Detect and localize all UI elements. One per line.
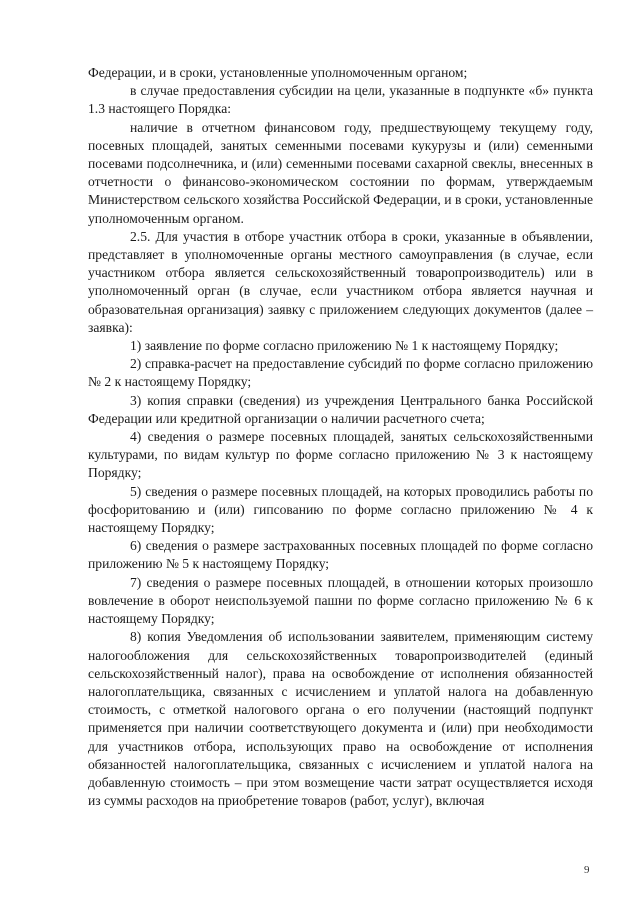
paragraph-continuation: Федерации, и в сроки, установленные уполномоченным органом;	[88, 65, 468, 80]
document-page	[88, 64, 593, 810]
list-item-3: 3) копия справки (сведения) из учреждения Центрального банка Российской Федерации или кредитной организации о наличии расчетного счета;	[88, 392, 593, 426]
paragraph-seed-crops-condition: наличие в отчетном финансовом году, предшествующему текущему году, посевных площадей, занятых семенными посевами кукурузы и (или) семенными посевами подсолнечника, и (или) семенными посевами сахарной свеклы, внесенных в отчетности о финансово-экономическом состоянии по формам, утверждаемым Министерством сельского хозяйства Российской Федерации, и в сроки, установленные уполномоченным органом.	[88, 119, 593, 226]
list-item-8: 8) копия Уведомления об использовании заявителем, применяющим систему налогообложения для сельскохозяйственных товаропроизводителей (единый сельскохозяйственный налог), права на освобождение от исполнения обязанностей налогоплательщика, связанных с исчислением и уплатой налога на добавленную стоимость, с отметкой налогового органа о его получении (настоящий подпункт применяется при наличии соответствующего документа и (или) при необходимости для участников отбора, использующих право на освобождение от исполнения обязанностей налогоплательщика, связанных с исчислением и уплатой налога на добавленную стоимость – при этом возмещение части затрат осуществляется исходя из суммы расходов на приобретение товаров (работ, услуг), включая	[88, 629, 593, 809]
page-number: 9	[584, 864, 590, 876]
list-item-7: 7) сведения о размере посевных площадей, в отношении которых произошло вовлечение в оборот неиспользуемой пашни по форме согласно приложению № 6 к настоящему Порядку;	[88, 574, 593, 627]
list-item-5: 5) сведения о размере посевных площадей, на которых проводились работы по фосфоритованию и (или) гипсованию по форме согласно приложению № 4 к настоящему Порядку;	[88, 483, 593, 536]
paragraph-subsidy-case-b: в случае предоставления субсидии на цели, указанные в подпункте «б» пункта 1.3 настоящего Порядка:	[88, 83, 593, 117]
list-item-6: 6) сведения о размере застрахованных посевных площадей по форме согласно приложению № 5 к настоящему Порядку;	[88, 538, 593, 572]
list-item-1: 1) заявление по форме согласно приложению № 1 к настоящему Порядку;	[130, 338, 559, 354]
list-item-2: 2) справка-расчет на предоставление субсидий по форме согласно приложению № 2 к настоящему Порядку;	[88, 356, 593, 390]
list-item-4: 4) сведения о размере посевных площадей, занятых сельскохозяйственными культурами, по видам культур по форме согласно приложению № 3 к настоящему Порядку;	[88, 429, 593, 481]
paragraph-2-5: 2.5. Для участия в отборе участник отбора в сроки, указанные в объявлении, представляет в уполномоченные органы местного самоуправления (в случае, если участником отбора является сельскохозяйственный товаропроизводитель) или в уполномоченный орган (в случае, если участником отбора является научная и образовательная организация) заявку с приложением следующих документов (далее – заявка):	[88, 228, 593, 335]
